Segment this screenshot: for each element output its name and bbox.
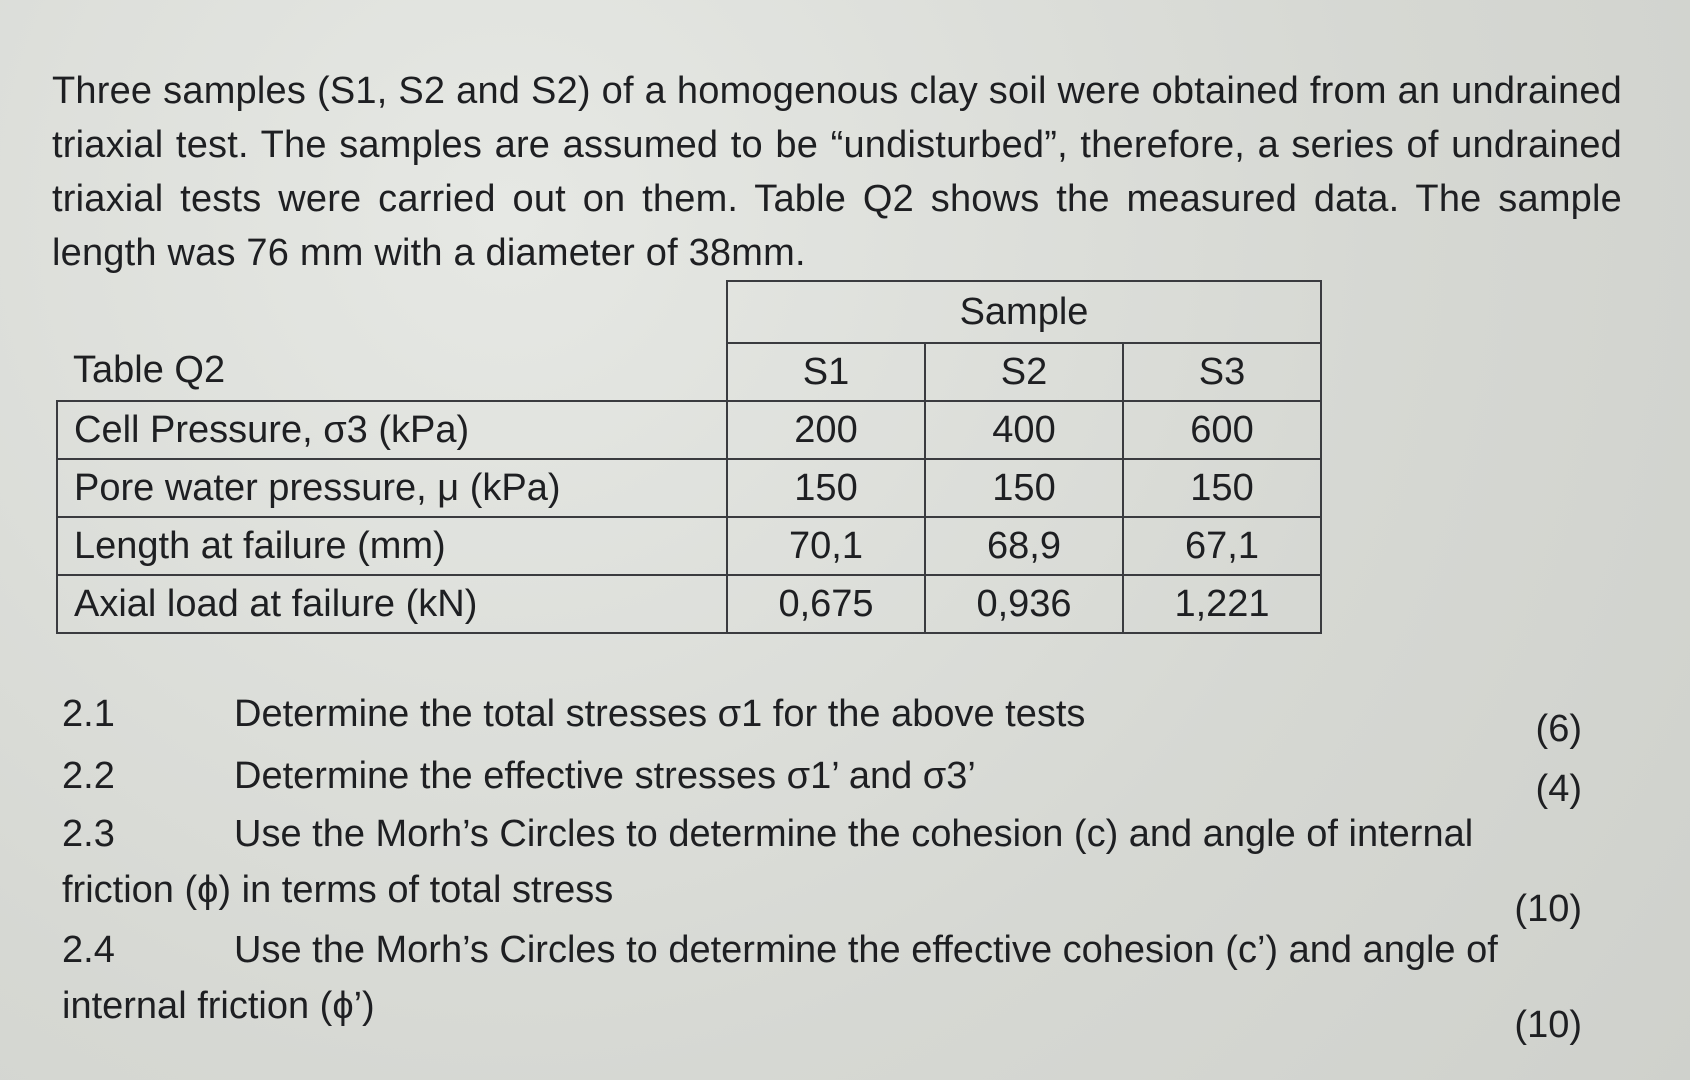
question-number: 2.4	[62, 929, 115, 971]
question-marks: (10)	[1514, 888, 1582, 930]
question-text: Determine the effective stresses σ1’ and σ3’	[234, 755, 976, 797]
question-2-2	[62, 748, 1582, 810]
table-cell: 150	[1123, 459, 1321, 517]
question-marks: (10)	[1514, 1004, 1582, 1046]
column-header: S1	[727, 343, 925, 401]
question-text: Use the Morh’s Circles to determine the cohesion (c) and angle of internal	[234, 813, 1474, 855]
table-cell: 200	[727, 401, 925, 459]
question-text-continuation: internal friction (ϕ’)	[62, 985, 375, 1027]
row-label: Cell Pressure, σ3 (kPa)	[57, 401, 727, 459]
table-row	[57, 459, 1321, 517]
table-title: Table Q2	[73, 349, 226, 391]
table-cell: 1,221	[1123, 575, 1321, 633]
row-label: Axial load at failure (kN)	[57, 575, 727, 633]
sample-group-header: Sample	[727, 281, 1321, 343]
intro-paragraph: Three samples (S1, S2 and S2) of a homogenous clay soil were obtained from an undrained triaxial test. The samples are assumed to be “undisturbed”, therefore, a series of undrained triaxial tests were carried out on them. Table Q2 shows the measured data. The sample length was 76 mm with a diameter of 38mm.	[52, 70, 1622, 274]
question-marks: (6)	[1535, 708, 1582, 750]
question-text: Use the Morh’s Circles to determine the effective cohesion (c’) and angle of	[234, 929, 1498, 971]
question-number: 2.3	[62, 813, 115, 855]
question-number: 2.1	[62, 693, 115, 735]
row-label: Length at failure (mm)	[57, 517, 727, 575]
table-cell: 67,1	[1123, 517, 1321, 575]
table-row	[57, 401, 1321, 459]
table-cell: 0,675	[727, 575, 925, 633]
question-2-3	[62, 806, 1582, 930]
question-2-4	[62, 922, 1582, 1046]
question-list	[62, 686, 1582, 1046]
question-text-continuation: friction (ϕ) in terms of total stress	[62, 869, 614, 911]
row-label: Pore water pressure, μ (kPa)	[57, 459, 727, 517]
table-cell: 70,1	[727, 517, 925, 575]
column-header: S2	[925, 343, 1123, 401]
column-header: S3	[1123, 343, 1321, 401]
table-cell: 400	[925, 401, 1123, 459]
question-marks: (4)	[1535, 768, 1582, 810]
table-cell: 0,936	[925, 575, 1123, 633]
question-2-1	[62, 686, 1582, 748]
table-cell: 150	[925, 459, 1123, 517]
table-row	[57, 517, 1321, 575]
table-row	[57, 575, 1321, 633]
table-q2	[56, 280, 1322, 634]
table-cell: 150	[727, 459, 925, 517]
table-cell: 600	[1123, 401, 1321, 459]
question-text: Determine the total stresses σ1 for the above tests	[234, 693, 1086, 735]
table-cell: 68,9	[925, 517, 1123, 575]
question-number: 2.2	[62, 755, 115, 797]
